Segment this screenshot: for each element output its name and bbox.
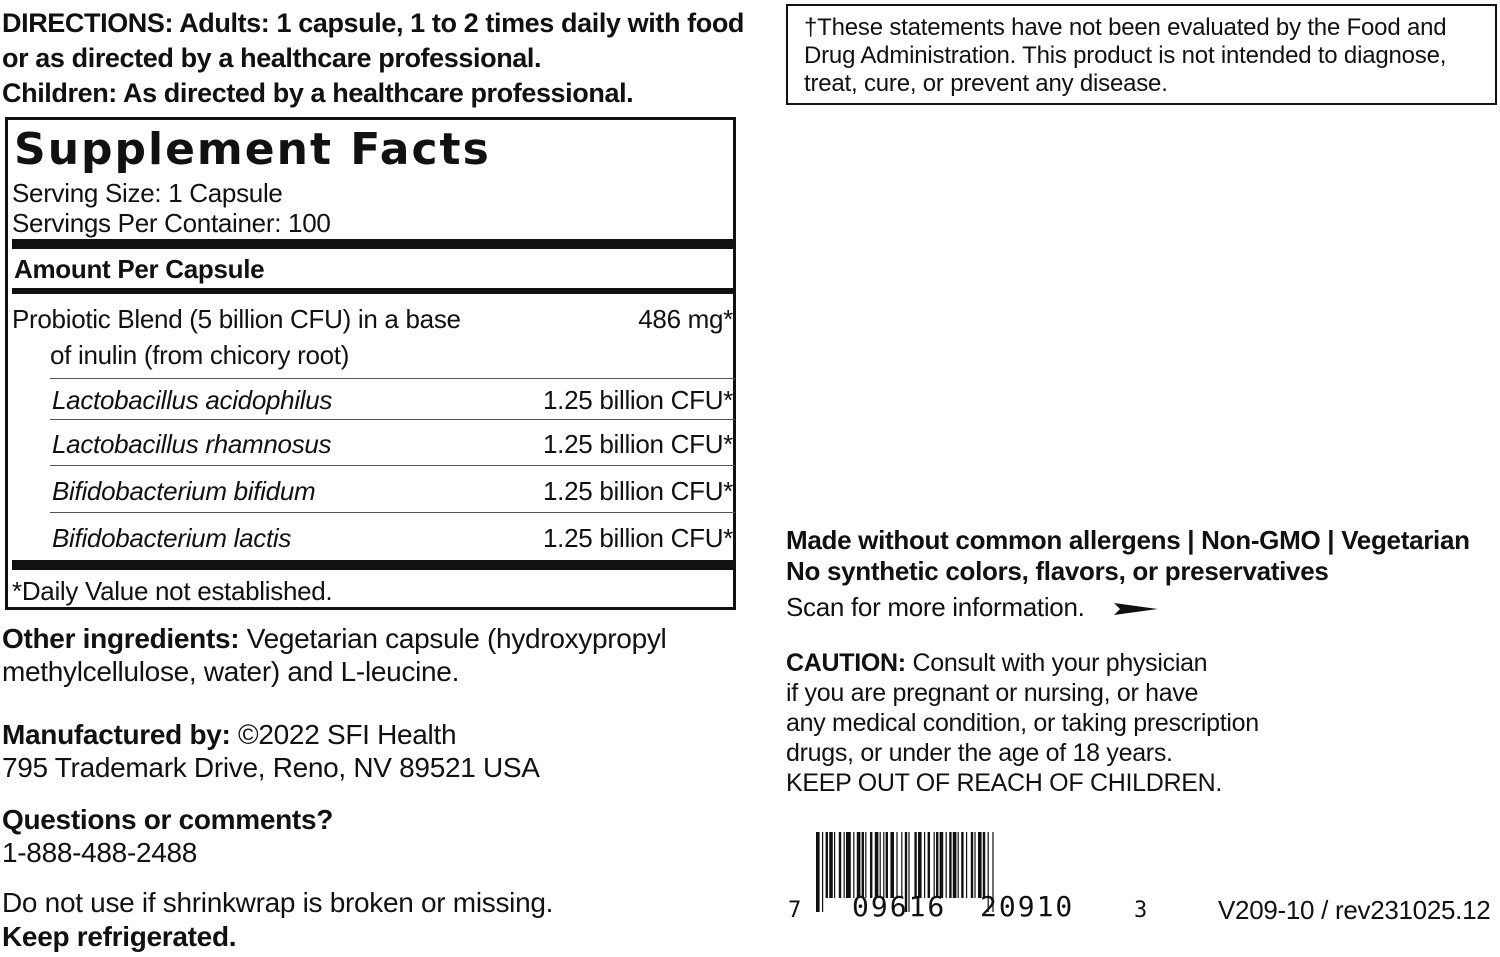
manufacturer-address: 795 Trademark Drive, Reno, NV 89521 USA [2, 752, 540, 783]
strain-name: Lactobacillus acidophilus [52, 385, 333, 415]
supplement-facts-panel [5, 117, 736, 610]
questions [2, 803, 333, 869]
strain-amount: 1.25 billion CFU* [543, 385, 733, 415]
serving-size: Serving Size: 1 Capsule [12, 178, 283, 208]
directions [2, 6, 762, 111]
barcode-bar [961, 832, 963, 898]
manufacturer [2, 718, 540, 784]
fda-disclaimer: †These statements have not been evaluated by the Food and Drug Administration. This product is not intended to diagnose, treat, cure, or prevent any disease. [786, 4, 1497, 105]
strain-name: Bifidobacterium lactis [52, 523, 292, 553]
thick-divider [12, 560, 735, 570]
row-divider [50, 378, 735, 379]
barcode-bar [958, 832, 959, 898]
barcode-bar [890, 832, 894, 898]
medium-divider [12, 288, 735, 294]
barcode-bar [822, 832, 823, 912]
barcode-bar [974, 832, 975, 898]
caution-line-3: any medical condition, or taking prescription [786, 709, 1259, 737]
strain-amount: 1.25 billion CFU* [543, 429, 733, 459]
row-divider [50, 512, 735, 513]
facts-title: Supplement Facts [14, 124, 491, 175]
caution-line-2: if you are pregnant or nursing, or have [786, 679, 1199, 707]
barcode-bar [839, 832, 841, 898]
product-claims [786, 525, 1470, 587]
barcode-bar [826, 832, 828, 898]
directions-line-3: Children: As directed by a healthcare professional. [2, 78, 634, 108]
barcode-bar [971, 832, 973, 898]
barcode-bar [914, 832, 916, 898]
manufacturer-line-1: Manufactured by: ©2022 SFI Health [2, 719, 457, 750]
barcode-right-group: 20910 [980, 890, 1075, 923]
row-divider [50, 465, 735, 466]
barcode-bar [918, 832, 922, 898]
caution-line-4: drugs, or under the age of 18 years. [786, 739, 1173, 767]
barcode-bar [978, 832, 982, 898]
directions-line-2: or as directed by a healthcare professional. [2, 43, 542, 73]
barcode-bar [953, 832, 957, 898]
barcode-bar [865, 832, 866, 898]
storage-instruction: Keep refrigerated. [2, 921, 237, 952]
barcode-bar [853, 832, 854, 898]
barcode-bar [875, 832, 879, 898]
directions-line-1: DIRECTIONS: Adults: 1 capsule, 1 to 2 times daily with food [2, 8, 745, 38]
barcode-bar [924, 832, 925, 898]
blend-name-line-2: of inulin (from chicory root) [50, 340, 350, 370]
daily-value-note: *Daily Value not established. [12, 576, 333, 606]
claims-line-2: No synthetic colors, flavors, or preservatives [786, 556, 1329, 586]
other-ingredients [2, 622, 666, 688]
barcode-bar [834, 832, 835, 898]
thick-divider [12, 239, 735, 249]
barcode-bar [934, 832, 935, 898]
barcode-bar [862, 832, 864, 898]
barcode-left-group: 09616 [852, 890, 947, 923]
barcode-bar [829, 832, 833, 898]
barcode-bar [901, 832, 902, 898]
barcode-bar [940, 832, 944, 898]
barcode-bar [936, 832, 938, 898]
barcode-bar [880, 832, 881, 898]
scan-text: Scan for more information. [786, 592, 1085, 622]
servings-per-container: Servings Per Container: 100 [12, 208, 331, 238]
barcode-bar [949, 832, 951, 898]
caution [786, 648, 1259, 798]
blend-amount: 486 mg* [638, 304, 733, 334]
barcode-bar [857, 832, 861, 898]
barcode-check-digit: 3 [1134, 898, 1150, 923]
barcode-bar [928, 832, 930, 898]
arrow-right-icon [1114, 601, 1158, 617]
strain-amount: 1.25 billion CFU* [543, 523, 733, 553]
blend-name-line-1: Probiotic Blend (5 billion CFU) in a base [12, 304, 461, 334]
claims-line-1: Made without common allergens | Non-GMO | Vegetarian [786, 525, 1470, 555]
scan-info [786, 592, 1158, 622]
barcode-bar [946, 832, 947, 898]
barcode-bar [896, 832, 897, 898]
barcode-bar [983, 832, 985, 898]
caution-line-5: KEEP OUT OF REACH OF CHILDREN. [786, 769, 1222, 797]
barcode-bar [883, 832, 884, 898]
phone-number: 1-888-488-2488 [2, 837, 198, 868]
strain-amount: 1.25 billion CFU* [543, 476, 733, 506]
barcode-bar [966, 832, 967, 898]
barcode-bar [870, 832, 872, 898]
barcode-first-digit: 7 [788, 898, 804, 923]
serving-info [12, 178, 331, 238]
strain-name: Bifidobacterium bifidum [52, 476, 316, 506]
caution-line-1: CAUTION: Consult with your physician [786, 649, 1208, 677]
barcode-bar [844, 832, 845, 898]
barcode-bar [886, 832, 888, 898]
amount-per-capsule-header: Amount Per Capsule [14, 254, 265, 284]
barcode-bar [846, 832, 851, 898]
questions-label: Questions or comments? [2, 804, 334, 835]
barcode-bar [816, 832, 820, 912]
other-ingredients-line-2: methylcellulose, water) and L-leucine. [2, 656, 460, 687]
other-ingredients-line-1: Other ingredients: Vegetarian capsule (hydroxypropyl [2, 623, 667, 654]
row-divider [50, 419, 735, 420]
version-code: V209-10 / rev231025.12 [1218, 895, 1491, 925]
shrinkwrap-warning: Do not use if shrinkwrap is broken or missing. [2, 887, 554, 918]
strain-name: Lactobacillus rhamnosus [52, 429, 332, 459]
